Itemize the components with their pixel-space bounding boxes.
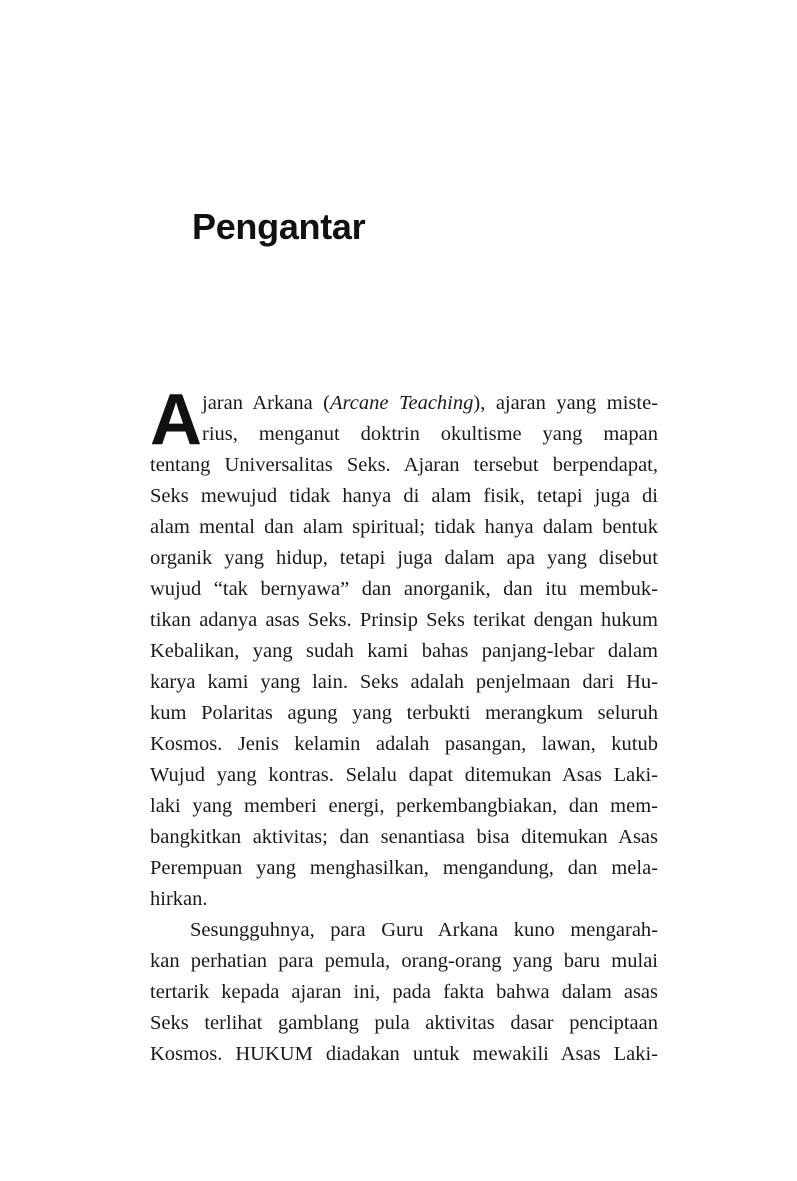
text-line: Kebalikan, yang sudah kami bahas panjang-lebar dalam	[150, 640, 658, 662]
text-line: Seks terlihat gamblang pula aktivitas dasar penciptaan	[150, 1012, 658, 1034]
text-line: alam mental dan alam spiritual; tidak hanya dalam bentuk	[150, 516, 658, 538]
text-line: organik yang hidup, tetapi juga dalam apa yang disebut	[150, 547, 658, 569]
chapter-title: Pengantar	[192, 206, 366, 247]
text-line: tertarik kepada ajaran ini, pada fakta bahwa dalam asas	[150, 981, 658, 1003]
text-line: laki yang memberi energi, perkembangbiakan, dan mem-	[150, 795, 658, 817]
text-line	[150, 388, 658, 419]
text-line: tikan adanya asas Seks. Prinsip Seks terikat dengan hukum	[150, 609, 658, 631]
text-line: hirkan.	[150, 888, 208, 910]
text-line: tentang Universalitas Seks. Ajaran tersebut berpendapat,	[150, 454, 658, 476]
text-line: Seks mewujud tidak hanya di alam fisik, tetapi juga di	[150, 485, 658, 507]
text-fragment: ), ajaran yang miste-	[473, 392, 659, 414]
text-line: Kosmos. Jenis kelamin adalah pasangan, lawan, kutub	[150, 733, 658, 755]
text-line: wujud “tak bernyawa” dan anorganik, dan itu membuk-	[150, 578, 658, 600]
drop-cap: A	[150, 380, 202, 460]
text-line: kum Polaritas agung yang terbukti merangkum seluruh	[150, 702, 658, 724]
text-line: Perempuan yang menghasilkan, mengandung, dan mela-	[150, 857, 658, 879]
text-line: Wujud yang kontras. Selalu dapat ditemukan Asas Laki-	[150, 764, 658, 786]
italic-term: Arcane Teaching	[330, 392, 474, 414]
text-line: rius, menganut doktrin okultisme yang mapan	[202, 423, 658, 445]
text-line: karya kami yang lain. Seks adalah penjelmaan dari Hu-	[150, 671, 658, 693]
text-fragment: jaran Arkana (	[202, 392, 331, 414]
text-line: kan perhatian para pemula, orang-orang yang baru mulai	[150, 950, 658, 972]
text-line: Kosmos. HUKUM diadakan untuk mewakili Asas Laki-	[150, 1043, 658, 1065]
text-line: Sesungguhnya, para Guru Arkana kuno mengarah-	[190, 919, 658, 941]
body-text	[150, 380, 659, 1070]
text-line: bangkitkan aktivitas; dan senantiasa bisa ditemukan Asas	[150, 826, 658, 848]
